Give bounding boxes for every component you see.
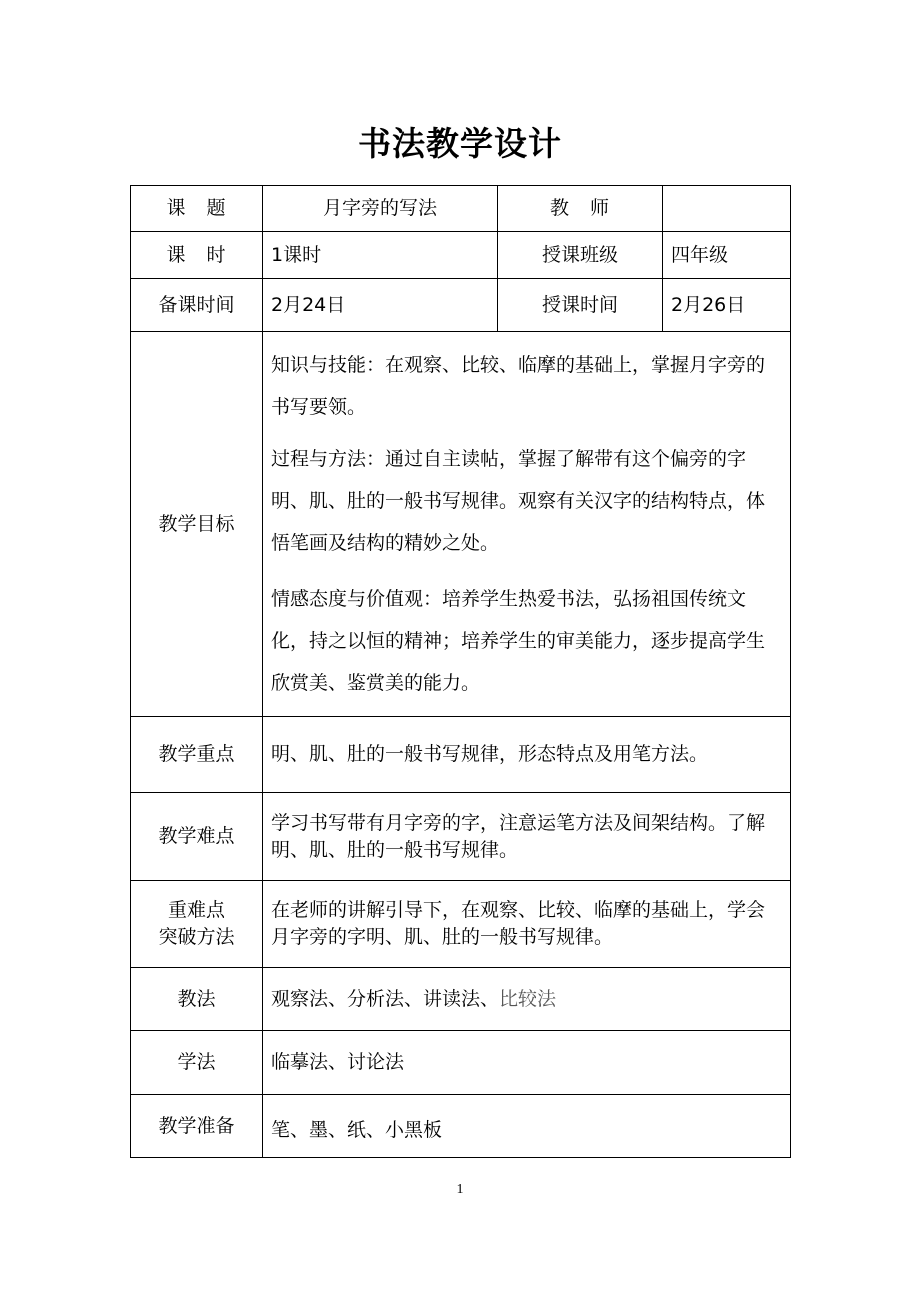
table-row [131,279,791,332]
table-row [131,186,791,232]
table-row [131,1095,791,1158]
materials-label: 教学准备 [131,1095,263,1158]
focus-label: 教学重点 [131,717,263,793]
table-row [131,968,791,1031]
topic-label: 课 题 [131,186,263,232]
teacher-label: 教 师 [498,186,663,232]
teaching-value-last: 比较法 [499,987,557,1010]
period-value: 1课时 [263,232,498,279]
goal-process: 过程与方法：通过自主读帖，掌握了解带有这个偏旁的字明、肌、肚的一般书写规律。观察有关汉字的结构特点，体悟笔画及结构的精妙之处。 [271,448,766,554]
table-row [131,717,791,793]
learning-value: 临摹法、讨论法 [263,1031,791,1095]
table-row [131,332,791,717]
period-label: 课 时 [131,232,263,279]
focus-value: 明、肌、肚的一般书写规律，形态特点及用笔方法。 [263,717,791,793]
prep-date-label: 备课时间 [131,279,263,332]
teach-date-label: 授课时间 [498,279,663,332]
page-number: 1 [456,1182,464,1197]
table-row [131,881,791,968]
difficulty-label: 教学难点 [131,793,263,881]
goals-cell [263,332,791,717]
materials-value: 笔、墨、纸、小黑板 [263,1095,791,1158]
teaching-value-main: 观察法、分析法、讲读法、 [271,987,500,1010]
goals-label: 教学目标 [131,332,263,717]
difficulty-value: 学习书写带有月字旁的字，注意运笔方法及间架结构。了解明、肌、肚的一般书写规律。 [263,793,791,881]
teaching-label: 教法 [131,968,263,1031]
prep-date-value: 2月24日 [263,279,498,332]
teach-date-value: 2月26日 [663,279,791,332]
goal-knowledge: 知识与技能：在观察、比较、临摩的基础上，掌握月字旁的书写要领。 [271,354,766,418]
table-row [131,232,791,279]
class-label: 授课班级 [498,232,663,279]
teacher-value [663,186,791,232]
method-label [131,881,263,968]
method-label-line-2: 突破方法 [158,926,235,948]
class-value: 四年级 [663,232,791,279]
learning-label: 学法 [131,1031,263,1095]
goal-attitude: 情感态度与价值观：培养学生热爱书法，弘扬祖国传统文化，持之以恒的精神；培养学生的审美能力，逐步提高学生欣赏美、鉴赏美的能力。 [271,588,766,694]
page-title: 书法教学设计 [358,124,562,163]
table-row [131,793,791,881]
method-value: 在老师的讲解引导下，在观察、比较、临摩的基础上，学会月字旁的字明、肌、肚的一般书写规律。 [263,881,791,968]
table-row [131,1031,791,1095]
lesson-plan-table [130,185,791,1158]
method-label-line-1: 重难点 [167,899,225,921]
teaching-value [263,968,791,1031]
topic-value: 月字旁的写法 [263,186,498,232]
